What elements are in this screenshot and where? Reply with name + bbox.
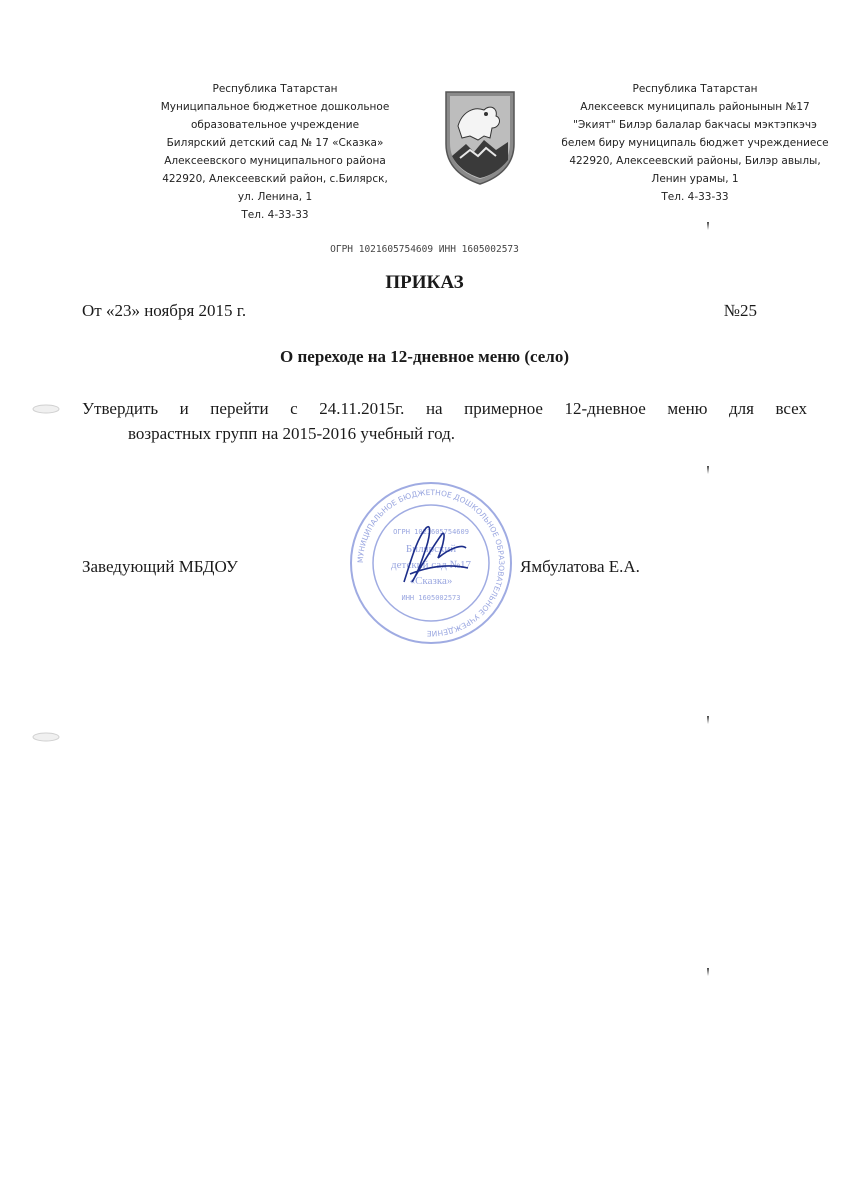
punch-hole-mark: [32, 732, 60, 742]
header-right: [555, 80, 835, 206]
header-left-line: Билярский детский сад № 17 «Сказка»: [166, 137, 384, 149]
stamp-inn: ИНН 1605002573: [401, 594, 461, 602]
order-paragraph: [82, 396, 807, 446]
punch-hole-mark: [32, 404, 60, 414]
order-text-line: Утвердить и перейти с 24.11.2015г. на примерное 12-дневное меню для всех: [82, 399, 807, 418]
coat-of-arms-icon: [440, 86, 520, 186]
header-left-line: Республика Татарстан: [212, 83, 338, 95]
header-right-line: Алексеевск муниципаль районынын №17: [580, 101, 810, 113]
document-date: От «23» ноября 2015 г.: [82, 301, 247, 320]
stamp-center-text: «Сказка»: [409, 575, 453, 587]
header-right-line: Ленин урамы, 1: [651, 173, 739, 185]
scan-mark: [705, 466, 711, 474]
signatory-name: Ямбулатова Е.А.: [520, 557, 640, 576]
stamp-ogrn: ОГРН 1021605754609: [393, 528, 469, 536]
order-text-line: возрастных групп на 2015-2016 учебный год.: [128, 424, 455, 443]
header-left-line: ул. Ленина, 1: [237, 191, 313, 203]
header-left-line: образовательное учреждение: [190, 119, 360, 131]
header-left-line: 422920, Алексеевский район, с.Билярск,: [162, 173, 388, 185]
document-subject: О переходе на 12-дневное меню (село): [280, 347, 569, 366]
official-stamp: [346, 478, 516, 648]
header-right-line: Республика Татарстан: [632, 83, 758, 95]
header-left-line: Муниципальное бюджетное дошкольное: [160, 101, 390, 113]
header-right-line: "Экият" Билэр балалар бакчасы мэктэпкэчэ: [573, 119, 817, 131]
header-left: [150, 80, 400, 224]
scan-mark: [705, 968, 711, 976]
stamp-center-text: детский сад №17: [391, 559, 471, 571]
header-right-line: Тел. 4-33-33: [661, 191, 729, 203]
signatory-position: Заведующий МБДОУ: [82, 557, 238, 576]
header-right-line: 422920, Алексеевский районы, Билэр авылы,: [569, 155, 821, 167]
header-right-line: белем биру муниципаль бюджет учреждениесе: [561, 137, 829, 149]
scan-mark: [705, 222, 711, 230]
stamp-ring-text: МУНИЦИПАЛЬНОЕ БЮДЖЕТНОЕ ДОШКОЛЬНОЕ ОБРАЗОВАТЕЛЬНОЕ УЧРЕЖДЕНИЕ: [355, 487, 507, 639]
scan-mark: [705, 716, 711, 724]
header-left-line: Тел. 4-33-33: [241, 209, 309, 221]
stamp-center-text: Билярский: [405, 543, 457, 555]
ogrn-inn-line: ОГРН 1021605754609 ИНН 1605002573: [330, 244, 519, 255]
document-title: ПРИКАЗ: [385, 272, 464, 293]
header-left-line: Алексеевского муниципального района: [164, 155, 386, 167]
document-number: №25: [723, 301, 757, 320]
